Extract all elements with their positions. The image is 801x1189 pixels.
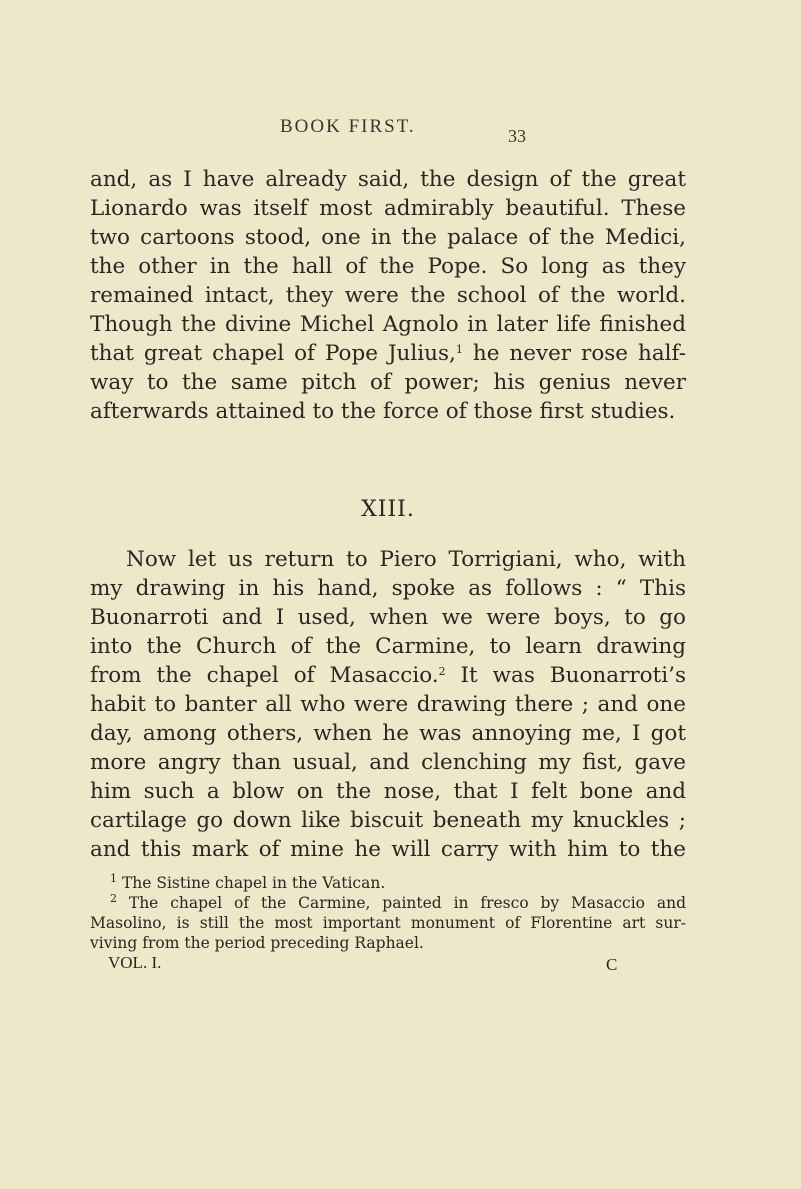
text-line: more angry than usual, and clenching my fist, gave [90,750,686,775]
running-title: BOOK FIRST. [280,116,416,137]
text-line: cartilage go down like biscuit beneath my knuckles ; [90,808,686,833]
text-line: remained intact, they were the school of the world. [90,283,686,308]
text-segment: that great chapel of Pope Julius, [90,341,456,366]
text-line: two cartoons stood, one in the palace of the Medici, [90,225,686,250]
text-line: him such a blow on the nose, that I felt bone and [90,779,686,804]
footnote-text: The chapel of the Carmine, painted in fresco by Masaccio and [128,894,686,912]
text-line: Buonarroti and I used, when we were boys, to go [90,605,686,630]
text-line [90,340,686,368]
footnote-ref: 1 [455,343,463,356]
text-line: and this mark of mine he will carry with him to the [90,837,686,862]
footnote-ref: 2 [438,665,446,678]
text-line: Lionardo was itself most admirably beautiful. These [90,196,686,221]
text-line: Though the divine Michel Agnolo in later life finished [90,312,686,337]
footnote-line: Masolino, is still the most important monument of Florentine art sur- [90,914,686,932]
text-line: and, as I have already said, the design of the great [90,167,686,192]
footnote-mark: 2 [110,892,117,905]
footnote-mark: 1 [110,872,117,885]
text-line: the other in the hall of the Pope. So long as they [90,254,686,279]
text-line: way to the same pitch of power; his genius never [90,370,686,395]
footnote-text: The Sistine chapel in the Vatican. [121,874,386,892]
text-segment: from the chapel of Masaccio. [90,663,439,688]
volume-mark: VOL. I. [108,953,162,972]
text-line: afterwards attained to the force of those first studies. [90,399,676,424]
text-segment: he never rose half- [472,341,686,366]
footnote-2 [110,893,686,913]
text-line: into the Church of the Carmine, to learn drawing [90,634,686,659]
text-line: my drawing in his hand, spoke as follows : “ This [90,576,686,601]
signature-mark: C [606,955,618,974]
footnote-1 [110,873,686,893]
text-line: habit to banter all who were drawing there ; and one [90,692,686,717]
text-segment: It was Buonarroti’s [460,663,686,688]
text-line: Now let us return to Piero Torrigiani, who, with [126,547,686,572]
page-number: 33 [508,126,526,146]
section-heading: XIII. [361,497,415,522]
footnote-line: viving from the period preceding Raphael. [90,934,424,952]
text-line [90,662,686,690]
text-line: day, among others, when he was annoying me, I got [90,721,686,746]
